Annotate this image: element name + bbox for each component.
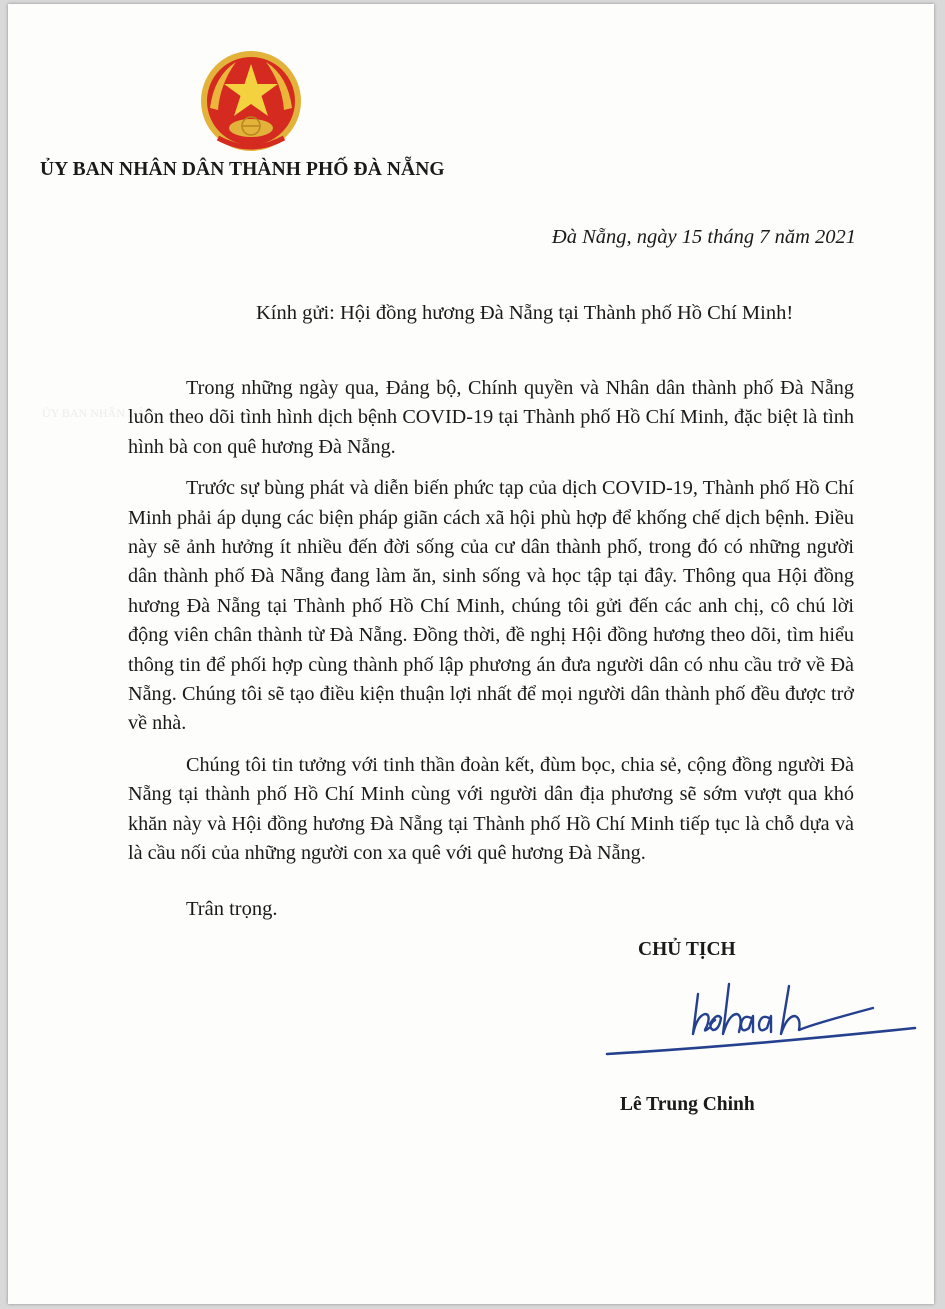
- letter-page: [8, 4, 934, 1304]
- letter-body: [128, 374, 854, 881]
- organization-name: ỦY BAN NHÂN DÂN THÀNH PHỐ ĐÀ NẴNG: [40, 159, 445, 180]
- greeting-line: Kính gửi: Hội đồng hương Đà Nẵng tại Thành phố Hồ Chí Minh!: [256, 302, 794, 324]
- paragraph-1: Trong những ngày qua, Đảng bộ, Chính quyền và Nhân dân thành phố Đà Nẵng luôn theo dõi tình hình dịch bệnh COVID-19 tại Thành phố Hồ Chí Minh, đặc biệt là tình hình bà con quê hương Đà Nẵng.: [128, 377, 854, 458]
- paragraph-3: Chúng tôi tin tưởng với tinh thần đoàn kết, đùm bọc, chia sẻ, cộng đồng người Đà Nẵng tại thành phố Hồ Chí Minh cùng với người dân địa phương sẽ sớm vượt qua khó khăn này và Hội đồng hương Đà Nẵng tại Thành phố Hồ Chí Minh tiếp tục là chỗ dựa và là cầu nối của những người con xa quê với quê hương Đà Nẵng.: [128, 753, 854, 865]
- date-line: Đà Nẵng, ngày 15 tháng 7 năm 2021: [551, 226, 856, 248]
- signer-name: Lê Trung Chinh: [620, 1094, 755, 1115]
- national-emblem-icon: [196, 46, 306, 156]
- signer-title: CHỦ TỊCH: [638, 939, 736, 960]
- signature-icon: [593, 964, 923, 1064]
- paragraph-2: Trước sự bùng phát và diễn biến phức tạp của dịch COVID-19, Thành phố Hồ Chí Minh phải áp dụng các biện pháp giãn cách xã hội phù hợp để khống chế dịch bệnh. Điều này sẽ ảnh hưởng ít nhiều đến đời sống của cư dân thành phố, trong đó có những người dân thành phố Đà Nẵng đang làm ăn, sinh sống và học tập tại đây. Thông qua Hội đồng hương Đà Nẵng tại Thành phố Hồ Chí Minh, chúng tôi gửi đến các anh chị, cô chú lời động viên chân thành từ Đà Nẵng. Đồng thời, đề nghị Hội đồng hương theo dõi, tìm hiểu thông tin để phối hợp cùng thành phố lập phương án đưa người dân có nhu cầu trở về Đà Nẵng. Chúng tôi sẽ tạo điều kiện thuận lợi nhất để mọi người dân thành phố đều được trở về nhà.: [128, 477, 854, 735]
- closing-line: Trân trọng.: [186, 898, 278, 920]
- show-through-text: ỦY BAN NHÂN DÂN: [42, 406, 154, 420]
